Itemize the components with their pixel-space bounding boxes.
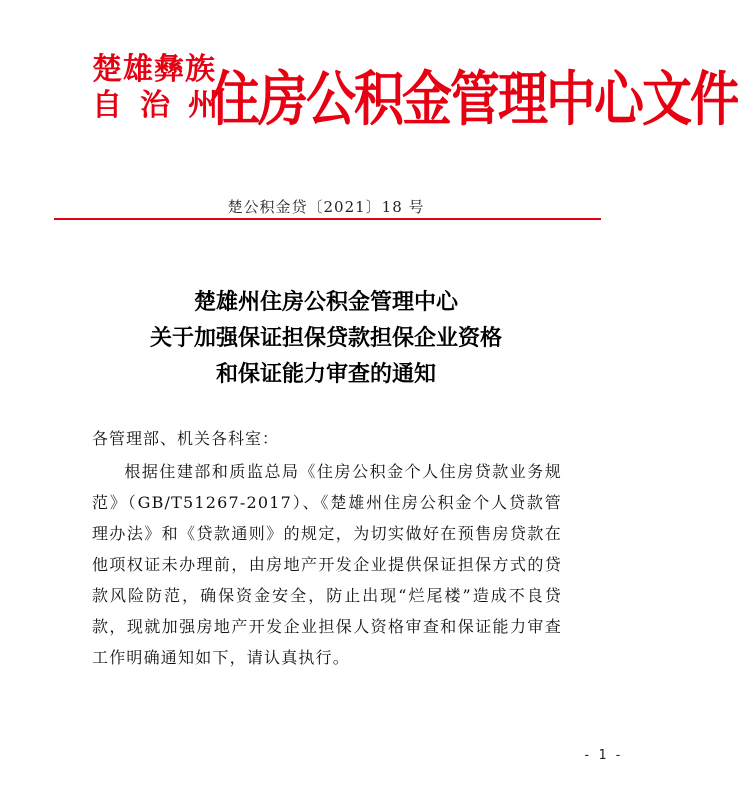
issuer-line-2-char: 自	[92, 88, 122, 123]
notice-title-line-1: 楚雄州住房公积金管理中心	[193, 290, 458, 315]
salutation: 各管理部、机关各科室：	[92, 429, 280, 448]
issuer-name-block	[84, 48, 218, 138]
notice-title-line-3: 和保证能力审查的通知	[215, 362, 436, 387]
body-paragraph	[92, 456, 562, 673]
issuer-line-2	[92, 88, 218, 124]
document-number: 楚公积金贷〔2021〕18 号	[227, 198, 425, 216]
red-letterhead	[84, 48, 738, 138]
notice-title	[0, 285, 652, 393]
issuer-line-2-char: 州	[188, 88, 218, 123]
document-type-title: 住房公积金管理中心文件	[210, 63, 738, 134]
page-number: - 1 -	[582, 748, 622, 763]
issuer-line-2-char: 治	[140, 88, 170, 123]
issuer-line-1: 楚雄彝族	[92, 52, 216, 87]
notice-title-line-2: 关于加强保证担保贷款担保企业资格	[149, 326, 502, 351]
red-divider-line	[54, 218, 601, 220]
body-paragraph-text: 根据住建部和质监总局《住房公积金个人住房贷款业务规范》（GB/T51267-2017）、《楚雄州住房公积金个人贷款管理办法》和《贷款通则》的规定，为切实做好在预售房贷款在他项权证未办理前，由房地产开发企业提供保证担保方式的贷款风险防范，确保资金安全，防止出现“烂尾楼”造成不良贷款，现就加强房地产开发企业担保人资格审查和保证能力审查工作明确通知如下，请认真执行。	[92, 462, 562, 667]
